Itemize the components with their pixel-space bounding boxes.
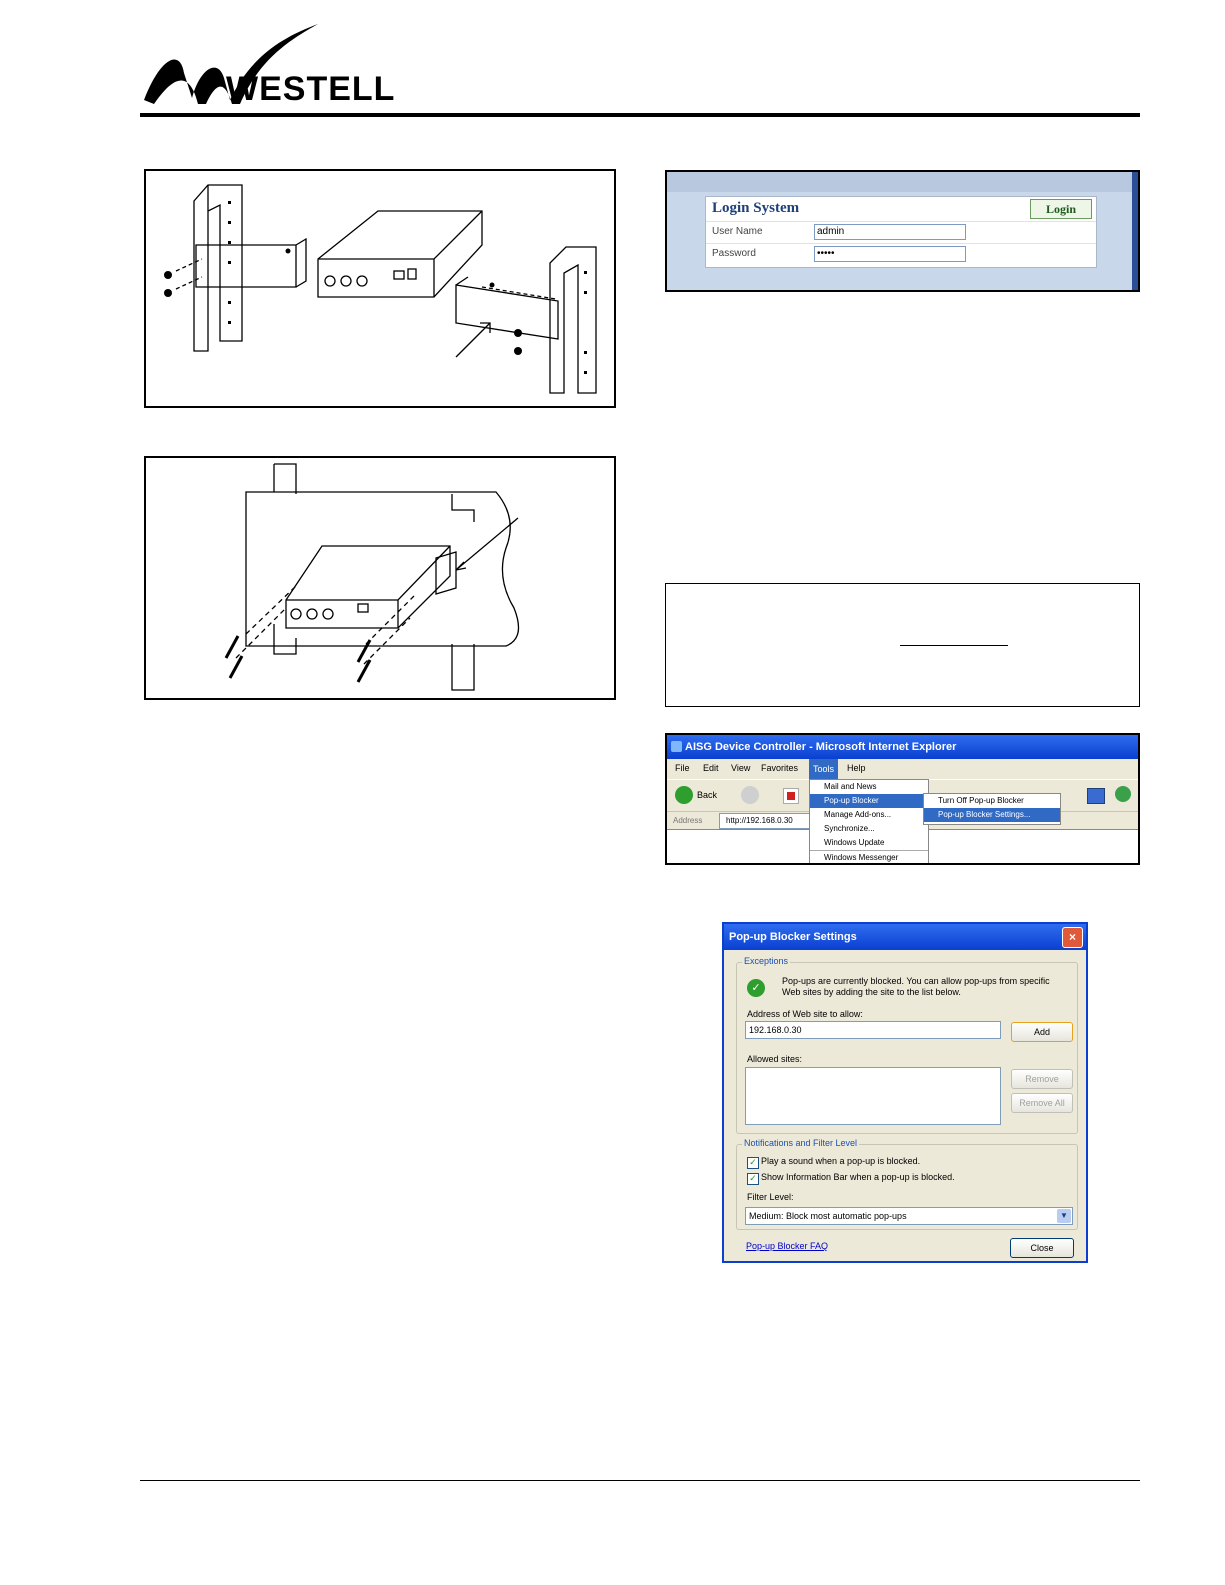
- filter-level-select[interactable]: [745, 1207, 1073, 1225]
- back-arrow-icon[interactable]: [675, 786, 693, 804]
- brand-name: WESTELL: [226, 70, 396, 108]
- info-line-1: Pop-ups are currently blocked. You can allow pop-ups from specific: [782, 976, 1050, 986]
- chevron-down-icon[interactable]: ▼: [1057, 1209, 1071, 1223]
- tools-menu: [809, 779, 929, 865]
- login-panel: [705, 196, 1097, 268]
- popup-blocker-submenu: [923, 793, 1061, 825]
- tools-popup-blocker[interactable]: Pop-up Blocker: [810, 794, 928, 808]
- filter-level-value: Medium: Block most automatic pop-ups: [749, 1211, 907, 1221]
- username-label: User Name: [712, 226, 763, 237]
- rack-mount-figure: [144, 169, 616, 408]
- remove-all-button[interactable]: Remove All: [1011, 1093, 1073, 1113]
- rack-mount-drawing: [146, 171, 614, 406]
- popup-blocker-settings-item[interactable]: Pop-up Blocker Settings...: [924, 808, 1060, 822]
- login-title: Login System: [712, 200, 800, 216]
- password-input[interactable]: •••••: [814, 246, 966, 262]
- exceptions-group: [736, 956, 1078, 1134]
- note-box: [665, 583, 1140, 707]
- add-button[interactable]: Add: [1011, 1022, 1073, 1042]
- close-button[interactable]: Close: [1010, 1238, 1074, 1258]
- show-info-bar-label: Show Information Bar when a pop-up is blocked.: [761, 1172, 955, 1182]
- ie-title-bar: [667, 735, 1138, 759]
- play-sound-checkbox[interactable]: ✓: [747, 1157, 759, 1169]
- menu-help[interactable]: Help: [847, 763, 866, 773]
- header-rule: [140, 113, 1140, 117]
- tools-manage-addons[interactable]: Manage Add-ons...: [824, 810, 892, 819]
- menu-file[interactable]: File: [675, 763, 690, 773]
- address-of-site-label: Address of Web site to allow:: [747, 1009, 863, 1019]
- menu-tools[interactable]: Tools: [809, 759, 838, 779]
- login-screenshot: [665, 170, 1140, 292]
- close-icon[interactable]: ×: [1062, 927, 1083, 948]
- password-row: [706, 243, 1096, 266]
- dialog-title-bar: [724, 924, 1086, 950]
- username-input[interactable]: admin: [814, 224, 966, 240]
- allowed-sites-list[interactable]: [745, 1067, 1001, 1125]
- mail-icon[interactable]: [1087, 788, 1105, 804]
- forward-arrow-icon[interactable]: [741, 786, 759, 804]
- ie-menu-bar: [667, 759, 1138, 779]
- login-right-bar: [1132, 172, 1138, 290]
- wall-mount-figure: [144, 456, 616, 700]
- show-info-bar-checkbox[interactable]: ✓: [747, 1173, 759, 1185]
- remove-button[interactable]: Remove: [1011, 1069, 1073, 1089]
- tools-windows-update[interactable]: Windows Update: [824, 838, 885, 847]
- site-address-input[interactable]: 192.168.0.30: [745, 1021, 1001, 1039]
- tools-windows-messenger[interactable]: Windows Messenger: [810, 850, 928, 865]
- popup-blocker-dialog: [722, 922, 1088, 1263]
- username-row: [706, 221, 1096, 244]
- footer-rule: [140, 1480, 1140, 1481]
- info-line-2: Web sites by adding the site to the list below.: [782, 987, 961, 997]
- menu-favorites[interactable]: Favorites: [761, 763, 799, 773]
- dialog-title: Pop-up Blocker Settings: [729, 931, 857, 943]
- notifications-label: Notifications and Filter Level: [744, 1138, 858, 1148]
- tools-mail-news[interactable]: Mail and News: [824, 782, 877, 791]
- wall-mount-drawing: [146, 458, 614, 698]
- filter-level-label: Filter Level:: [747, 1192, 794, 1202]
- ie-window-title: AISG Device Controller - Microsoft Internet Explorer: [685, 741, 957, 753]
- note-underline: [900, 645, 1008, 646]
- exceptions-label: Exceptions: [744, 956, 789, 966]
- turn-off-popup-blocker[interactable]: Turn Off Pop-up Blocker: [938, 796, 1024, 805]
- menu-edit[interactable]: Edit: [703, 763, 719, 773]
- address-label: Address: [673, 816, 703, 825]
- ie-logo-icon: [671, 741, 682, 752]
- notifications-group: [736, 1138, 1078, 1230]
- login-button[interactable]: Login: [1030, 199, 1092, 219]
- popup-blocker-faq-link[interactable]: Pop-up Blocker FAQ: [746, 1241, 829, 1251]
- messenger-icon[interactable]: [1115, 786, 1131, 802]
- address-input[interactable]: http://192.168.0.30: [719, 813, 847, 829]
- back-button-label[interactable]: Back: [697, 790, 718, 800]
- stop-icon[interactable]: [783, 788, 799, 804]
- tools-synchronize[interactable]: Synchronize...: [824, 824, 875, 833]
- shield-check-icon: ✓: [747, 979, 765, 997]
- password-label: Password: [712, 248, 756, 259]
- play-sound-label: Play a sound when a pop-up is blocked.: [761, 1156, 921, 1166]
- allowed-sites-label: Allowed sites:: [747, 1054, 803, 1064]
- login-top-strip: [667, 172, 1138, 192]
- menu-view[interactable]: View: [731, 763, 751, 773]
- brand-logo: [140, 18, 440, 110]
- ie-screenshot: [665, 733, 1140, 865]
